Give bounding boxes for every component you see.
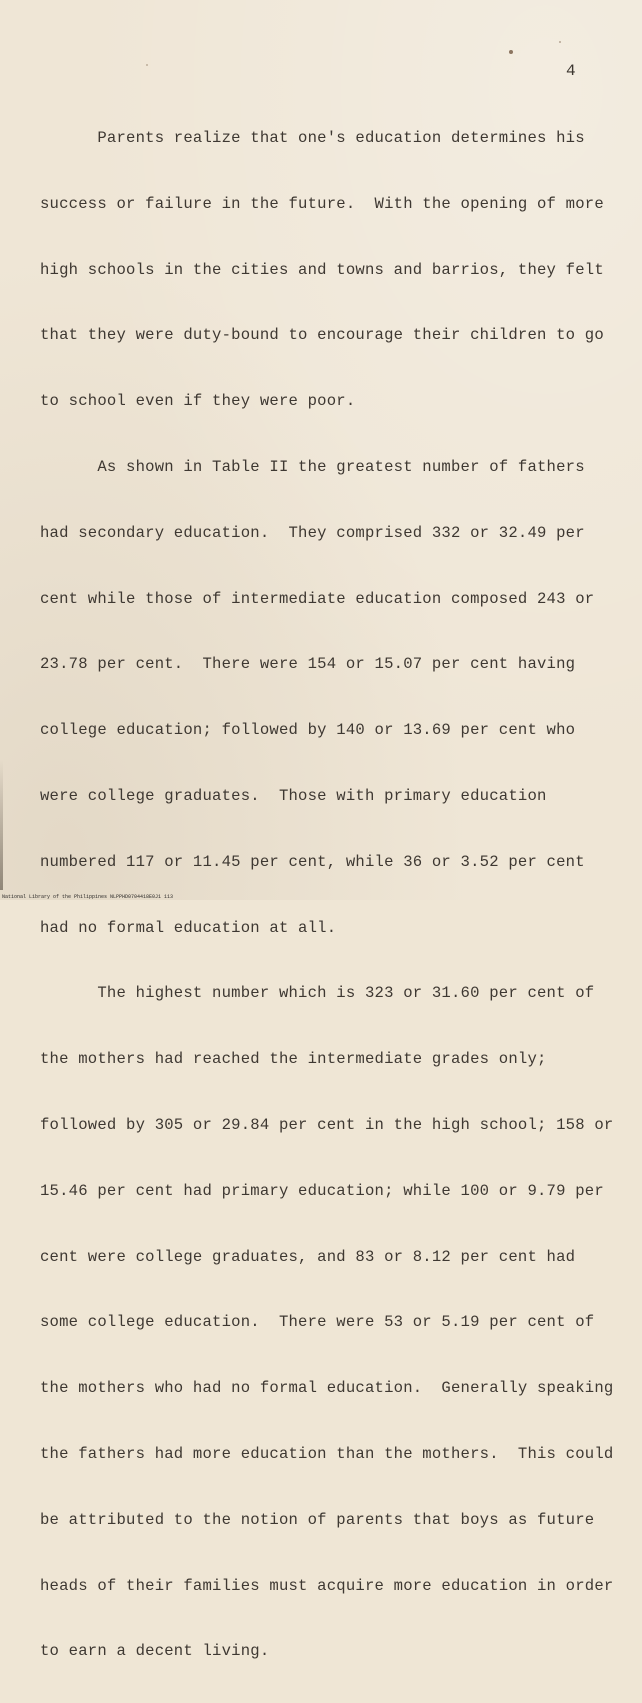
page-edge-shadow (0, 760, 3, 890)
text-line: cent were college graduates, and 83 or 8.12 per cent had (40, 1247, 576, 1266)
text-line: 15.46 per cent had primary education; while 100 or 9.79 per (40, 1181, 604, 1200)
text-line: numbered 117 or 11.45 per cent, while 36 or 3.52 per cent (40, 852, 585, 871)
text-line: As shown in Table II the greatest number of fathers (40, 457, 585, 476)
text-line: that they were duty-bound to encourage their children to go (40, 326, 604, 345)
text-line: were college graduates. Those with primary education (40, 786, 547, 805)
text-line: 23.78 per cent. There were 154 or 15.07 per cent having (40, 655, 576, 674)
text-line: be attributed to the notion of parents that boys as future (40, 1510, 595, 1529)
text-line: success or failure in the future. With the opening of more (40, 194, 604, 213)
text-line: had secondary education. They comprised 332 or 32.49 per (40, 523, 585, 542)
text-line: college education; followed by 140 or 13.69 per cent who (40, 721, 576, 740)
paper-speck (559, 41, 561, 43)
archive-footer: National Library of the Philippines NLPPHD0704418E0J1 113 (2, 894, 174, 900)
text-line: the fathers had more education than the mothers. This could (40, 1444, 614, 1463)
text-line: the mothers had reached the intermediate grades only; (40, 1050, 547, 1069)
text-line: heads of their families must acquire more education in order (40, 1576, 614, 1595)
text-line: Parents realize that one's education determines his (40, 129, 585, 147)
text-line: the mothers who had no formal education. Generally speaking (40, 1379, 614, 1398)
page-number: 4 (566, 62, 576, 80)
text-line: followed by 305 or 29.84 per cent in the high school; 158 or (40, 1115, 614, 1134)
paper-speck (146, 64, 148, 66)
text-line: cent while those of intermediate education composed 243 or (40, 589, 595, 608)
text-line: some college education. There were 53 or 5.19 per cent of (40, 1313, 595, 1332)
paper-speck (509, 50, 513, 54)
text-line: to earn a decent living. (40, 1642, 270, 1661)
text-line: high schools in the cities and towns and barrios, they felt (40, 260, 604, 279)
text-line: The highest number which is 323 or 31.60 per cent of (40, 984, 595, 1003)
text-line: had no formal education at all. (40, 918, 337, 937)
text-line: to school even if they were poor. (40, 392, 356, 411)
